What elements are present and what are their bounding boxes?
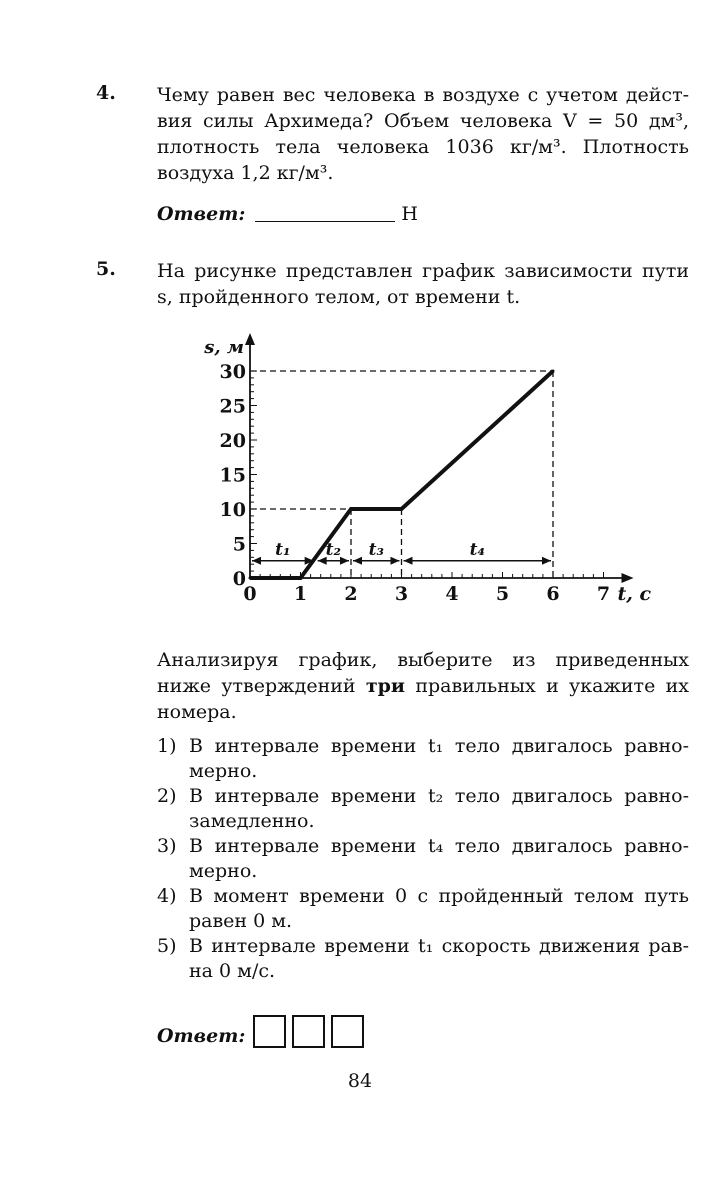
option-number: 1) — [157, 735, 177, 757]
x-axis-label: t, с — [617, 583, 652, 605]
answer-label: Ответ: — [157, 1025, 246, 1047]
task-5-line: s, пройденного телом, от времени t. — [157, 286, 521, 308]
interval-arrowhead — [340, 557, 349, 565]
analysis-line — [157, 673, 689, 699]
option-4 — [157, 884, 689, 934]
y-tick-label: 10 — [219, 499, 246, 521]
interval-arrowhead — [404, 557, 413, 565]
option-text: замедленно. — [189, 810, 315, 832]
x-tick-label: 1 — [293, 583, 308, 605]
task-5-answer — [157, 1015, 370, 1053]
series-line — [250, 371, 553, 578]
option-number: 4) — [157, 885, 177, 907]
page-number: 84 — [347, 1070, 373, 1092]
data-point — [249, 577, 252, 580]
y-tick-label: 30 — [219, 361, 246, 383]
task-4-line: воздуха 1,2 кг/м³. — [157, 162, 334, 184]
answer-box[interactable] — [253, 1015, 286, 1048]
task-4-line: вия силы Архимеда? Объем человека V = 50 дм³, — [157, 110, 689, 132]
y-tick-label: 25 — [219, 395, 246, 418]
analysis-line: номера. — [157, 701, 237, 723]
data-point — [350, 508, 353, 511]
option-text: В интервале времени t₂ тело двигалось равно- — [189, 785, 689, 807]
interval-label: t₁ — [275, 539, 291, 560]
task-4-line: Чему равен вес человека в воздухе с учетом дейст- — [157, 84, 689, 106]
option-number: 5) — [157, 935, 177, 957]
interval-arrowhead — [391, 557, 400, 565]
task-5-text — [157, 258, 689, 310]
options-list — [157, 734, 689, 984]
option-3 — [157, 834, 689, 884]
task-4-text — [157, 82, 689, 186]
task-4-line: плотность тела человека 1036 кг/м³. Плотность — [157, 136, 689, 158]
option-2 — [157, 784, 689, 834]
interval-arrowhead — [353, 557, 362, 565]
data-point — [552, 370, 555, 373]
option-text: на 0 м/с. — [189, 960, 276, 982]
analysis-bold-word: три — [365, 675, 406, 697]
data-point — [299, 577, 302, 580]
task-5-number: 5. — [96, 258, 116, 280]
answer-box[interactable] — [331, 1015, 364, 1048]
analysis-text: ниже утверждений — [157, 675, 366, 697]
interval-label: t₄ — [469, 539, 485, 560]
option-text: мерно. — [189, 760, 258, 782]
option-text: В интервале времени t₁ тело двигалось равно- — [189, 735, 689, 757]
answer-label: Ответ: — [157, 203, 246, 225]
x-tick-label: 5 — [495, 583, 510, 605]
interval-label: t₃ — [368, 539, 384, 560]
interval-arrowhead — [252, 557, 261, 565]
task-5-analysis — [157, 647, 689, 725]
x-tick-label: 0 — [243, 583, 257, 605]
y-tick-label: 5 — [232, 533, 246, 556]
analysis-text: правильных и укажите их — [405, 675, 689, 697]
task-4-answer — [157, 203, 418, 225]
option-number: 2) — [157, 785, 177, 807]
data-point — [400, 508, 403, 511]
x-tick-label: 4 — [445, 583, 459, 605]
x-tick-label: 6 — [546, 583, 560, 605]
answer-blank-field[interactable] — [255, 221, 395, 222]
answer-boxes — [253, 1015, 370, 1053]
option-text: мерно. — [189, 860, 258, 882]
task-5-line: На рисунке представлен график зависимости пути — [157, 260, 689, 282]
x-tick-label: 7 — [596, 583, 611, 605]
option-text: В интервале времени t₄ тело двигалось равно- — [189, 835, 689, 857]
option-1 — [157, 734, 689, 784]
answer-box[interactable] — [292, 1015, 325, 1048]
option-text: равен 0 м. — [189, 910, 293, 932]
interval-label: t₂ — [325, 539, 341, 560]
option-text: В интервале времени t₁ скорость движения рав- — [189, 935, 689, 957]
answer-unit: Н — [401, 203, 418, 225]
x-tick-label: 2 — [344, 583, 358, 605]
x-tick-label: 3 — [394, 583, 409, 605]
analysis-line: Анализируя график, выберите из приведенных — [157, 649, 689, 671]
option-number: 3) — [157, 835, 177, 857]
y-tick-label: 0 — [232, 568, 246, 590]
task-4-number: 4. — [96, 82, 116, 104]
option-text: В момент времени 0 с пройденный телом путь — [189, 885, 689, 907]
y-tick-label: 20 — [219, 430, 246, 452]
option-5 — [157, 934, 689, 984]
y-tick-label: 15 — [219, 464, 246, 487]
y-axis-arrow — [245, 333, 255, 345]
interval-arrowhead — [542, 557, 551, 565]
distance-time-chart — [190, 330, 660, 620]
y-axis-label: s, м — [204, 337, 244, 358]
x-axis-arrow — [622, 573, 634, 583]
